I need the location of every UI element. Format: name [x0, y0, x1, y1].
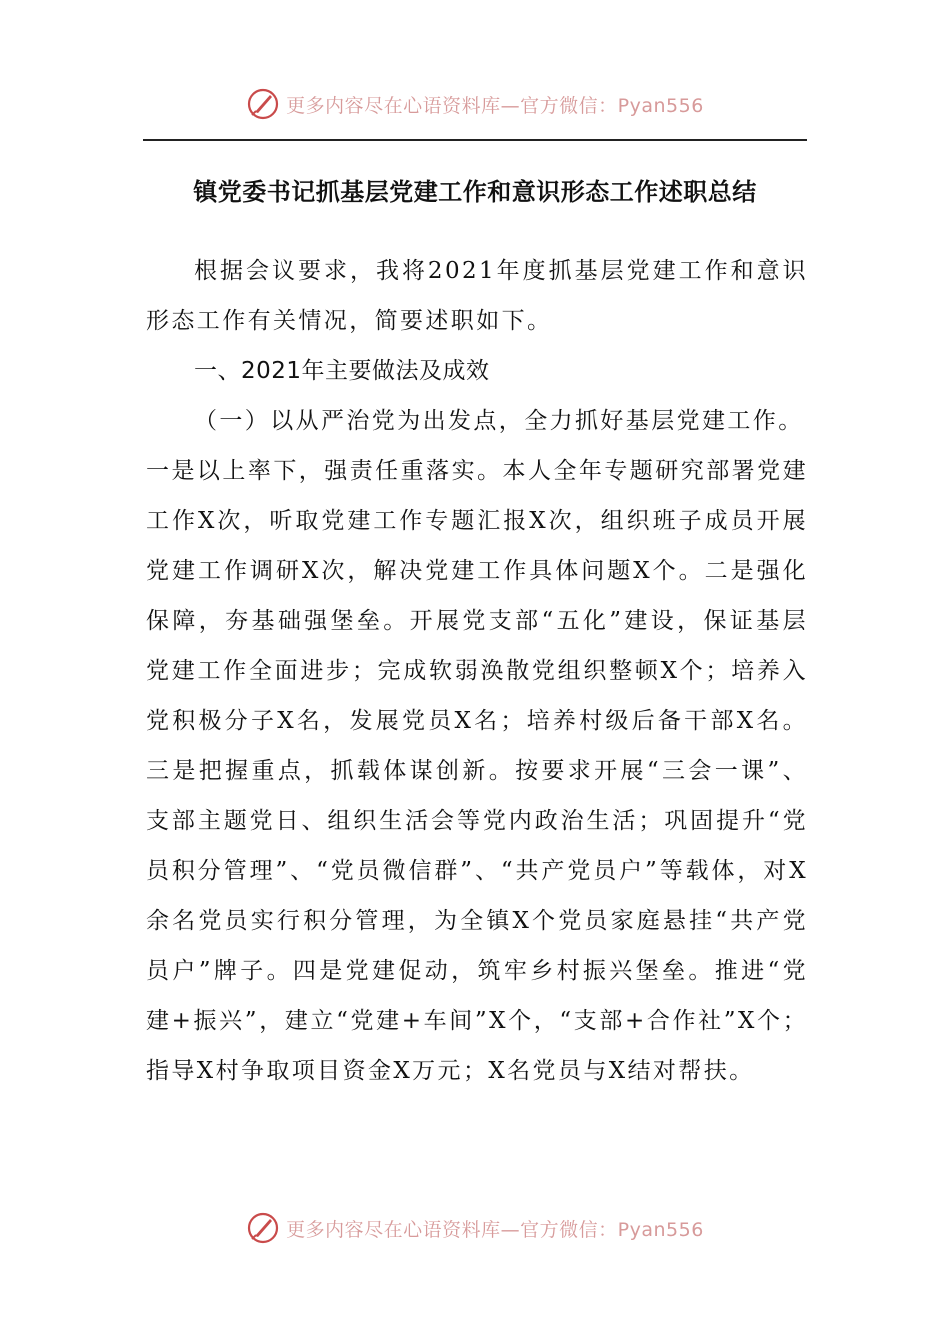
document-title: 镇党委书记抓基层党建工作和意识形态工作述职总结: [193, 177, 757, 206]
quill-pen-icon: [246, 87, 280, 121]
intro-paragraph: 根据会议要求，我将2021年度抓基层党建工作和意识形态工作有关情况，简要述职如下。: [146, 258, 808, 334]
watermark-text: 更多内容尽在心语资料库—官方微信：Pyan556: [286, 1218, 704, 1241]
section-heading: 一、2021年主要做法及成效: [194, 358, 490, 384]
watermark-text: 更多内容尽在心语资料库—官方微信：Pyan556: [286, 94, 704, 117]
header-watermark: [0, 84, 950, 124]
subsection-title: （一）以从严治党为出发点，全力抓好基层党建工作。: [194, 408, 804, 434]
header-divider: [143, 139, 807, 141]
content-paragraph: [146, 396, 808, 1096]
footer-watermark: [0, 1208, 950, 1248]
subsection-body: 一是以上率下，强责任重落实。本人全年专题研究部署党建工作X次，听取党建工作专题汇报X次，组织班子成员开展党建工作调研X次，解决党建工作具体问题X个。二是强化保障，夯基础强堡垒。开展党支部“五化”建设，保证基层党建工作全面进步；完成软弱涣散党组织整顿X个；培养入党积极分子X名，发展党员X名；培养村级后备干部X名。三是把握重点，抓载体谋创新。按要求开展“三会一课”、支部主题党日、组织生活会等党内政治生活；巩固提升“党员积分管理”、“党员微信群”、“共产党员户”等载体，对X余名党员实行积分管理，为全镇X个党员家庭悬挂“共产党员户”牌子。四是党建促动，筑牢乡村振兴堡垒。推进“党建+振兴”，建立“党建+车间”X个，“支部+合作社”X个；指导X村争取项目资金X万元；X名党员与X结对帮扶。: [146, 458, 808, 1084]
quill-pen-icon: [246, 1211, 280, 1245]
